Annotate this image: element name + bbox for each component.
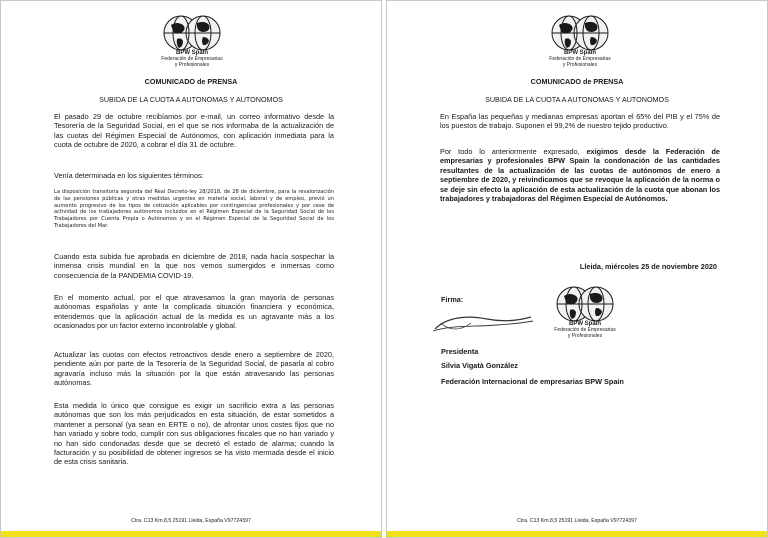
document-page-1	[0, 0, 382, 538]
logo-caption-stamp	[550, 321, 620, 339]
paragraph-2	[440, 147, 720, 203]
stamp-sub1: Federación de Empresarias	[554, 327, 616, 333]
footer-bar	[387, 531, 767, 537]
stamp-brand: BPW Spain	[568, 321, 601, 327]
signer-name: Silvia Vigatà González	[441, 361, 518, 370]
page-subtitle: SUBIDA DE LA CUOTA A AUTONOMAS Y AUTONOMOS	[99, 95, 283, 104]
page-footer: Ctra. C13 Km.8,5 25191 Lleida, España V97724397	[517, 518, 637, 524]
document-page-2	[386, 0, 768, 538]
logo-brand: BPW Spain	[563, 50, 596, 56]
paragraph-2-demand: exigimos desde la Federación de empresarias y profesionales BPW Spain la condonación de las cantidades resultantes de la actualización de las cuotas de autónomos de enero a septiembre de 2020, y reivindicamos que se revoque la aplicación de la norma o se deje sin efecto la aplicación de esta actualización de la cuota que abonan los trabajadores y trabajadoras del Régimen Especial de Autónomos.	[440, 147, 720, 204]
logo-sub2: y Profesionales	[562, 62, 598, 68]
paragraph-6: Esta medida lo único que consigue es exigir un sacrificio extra a las personas autónomas que son los más perjudicados en esta situación, de estar sometidos a mantener a personal (ya sean en ERTE o no), de afrontar unos costes fijos que no han variado y sobre todo, cumplir con sus obligaciones fiscales que no han variado y no han sido condonadas desde que se decretó el estado de alarma; cuando la facturación y su posibilidad de obtener ingresos se ha visto mermada desde el inicio de esta crisis sanitaria.	[54, 401, 334, 467]
page-footer: Ctra. C13 Km.8,5 25191 Lleida, España V97724397	[131, 518, 251, 524]
paragraph-2-lead: Por todo lo anteriormente expresado,	[440, 147, 587, 156]
paragraph-3: Cuando esta subida fue aprobada en diciembre de 2018, nada hacía sospechar la inmensa crisis mundial en la que nos vemos sumergidos e inmersas como consecuencia de la PANDEMIA COVID-19.	[54, 252, 334, 280]
signer-role: Presidenta	[441, 347, 479, 356]
signature-label: Firma:	[441, 295, 464, 304]
paragraph-2: Venía determinada en los siguientes términos:	[54, 171, 204, 180]
paragraph-5: Actualizar las cuotas con efectos retroactivos desde enero a septiembre de 2020, pendiente aún por parte de la Tesorería de la Seguridad Social, de pasarla al cobro agravaría incluso más la situación por la que están atravesando las personas autónomas.	[54, 350, 334, 388]
logo-sub1: Federación de Empresarias	[549, 56, 611, 62]
page-title: COMUNICADO de PRENSA	[530, 77, 624, 86]
logo-caption	[157, 50, 227, 68]
paragraph-4: En el momento actual, por el que atravesamos la gran mayoría de personas autónomas españolas y ante la complicada situación financiera y económica, entendemos que la aplicación actual de la medida es un agravante más a los ocasionados por un factor externo incontrolable y global.	[54, 293, 334, 331]
stamp-sub2: y Profesionales	[567, 333, 603, 339]
footer-bar	[1, 531, 381, 537]
signature-image	[427, 307, 537, 337]
paragraph-1: En España las pequeñas y medianas empresas aportan el 65% del PIB y el 75% de los puestos de trabajo. Suponen el 99,2% de nuestro tejido productivo.	[440, 112, 720, 131]
page-title: COMUNICADO de PRENSA	[144, 77, 238, 86]
page-subtitle: SUBIDA DE LA CUOTA A AUTONOMAS Y AUTONOMOS	[485, 95, 669, 104]
signer-organization: Federación Internacional de empresarias BPW Spain	[441, 377, 624, 386]
logo-brand: BPW Spain	[175, 50, 208, 56]
logo-caption	[545, 50, 615, 68]
legal-quote: La disposición transitoria segunda del Real Decreto-ley 28/2018, de 28 de diciembre, para la revalorización de las pensiones públicas y otras medidas urgentes en materia social, laboral y de empleo, previó un aumento progresivo de los tipos de cotización aplicables por contingencias profesionales y por cese de actividad de los trabajadores autónomos incluidos en el Régimen Especial de la Seguridad Social de los Trabajadores por Cuenta Propia o Autónomos y en el Régimen Especial de la Seguridad Social de los Trabajadores del Mar.	[54, 189, 334, 229]
logo-sub1: Federación de Empresarias	[161, 56, 223, 62]
paragraph-1: El pasado 29 de octubre recibíamos por e-mail, un correo informativo desde la Tesorería de la Seguridad Social, en el que se nos informaba de la actualización de las cuotas del Régimen Especial de Autónomos, con aplicación inmediata para la cuota de octubre de 2020, a cobrar el día 31 de octubre.	[54, 112, 334, 150]
date-line: Lleida, miércoles 25 de noviembre 2020	[579, 262, 717, 271]
logo-sub2: y Profesionales	[174, 62, 210, 68]
